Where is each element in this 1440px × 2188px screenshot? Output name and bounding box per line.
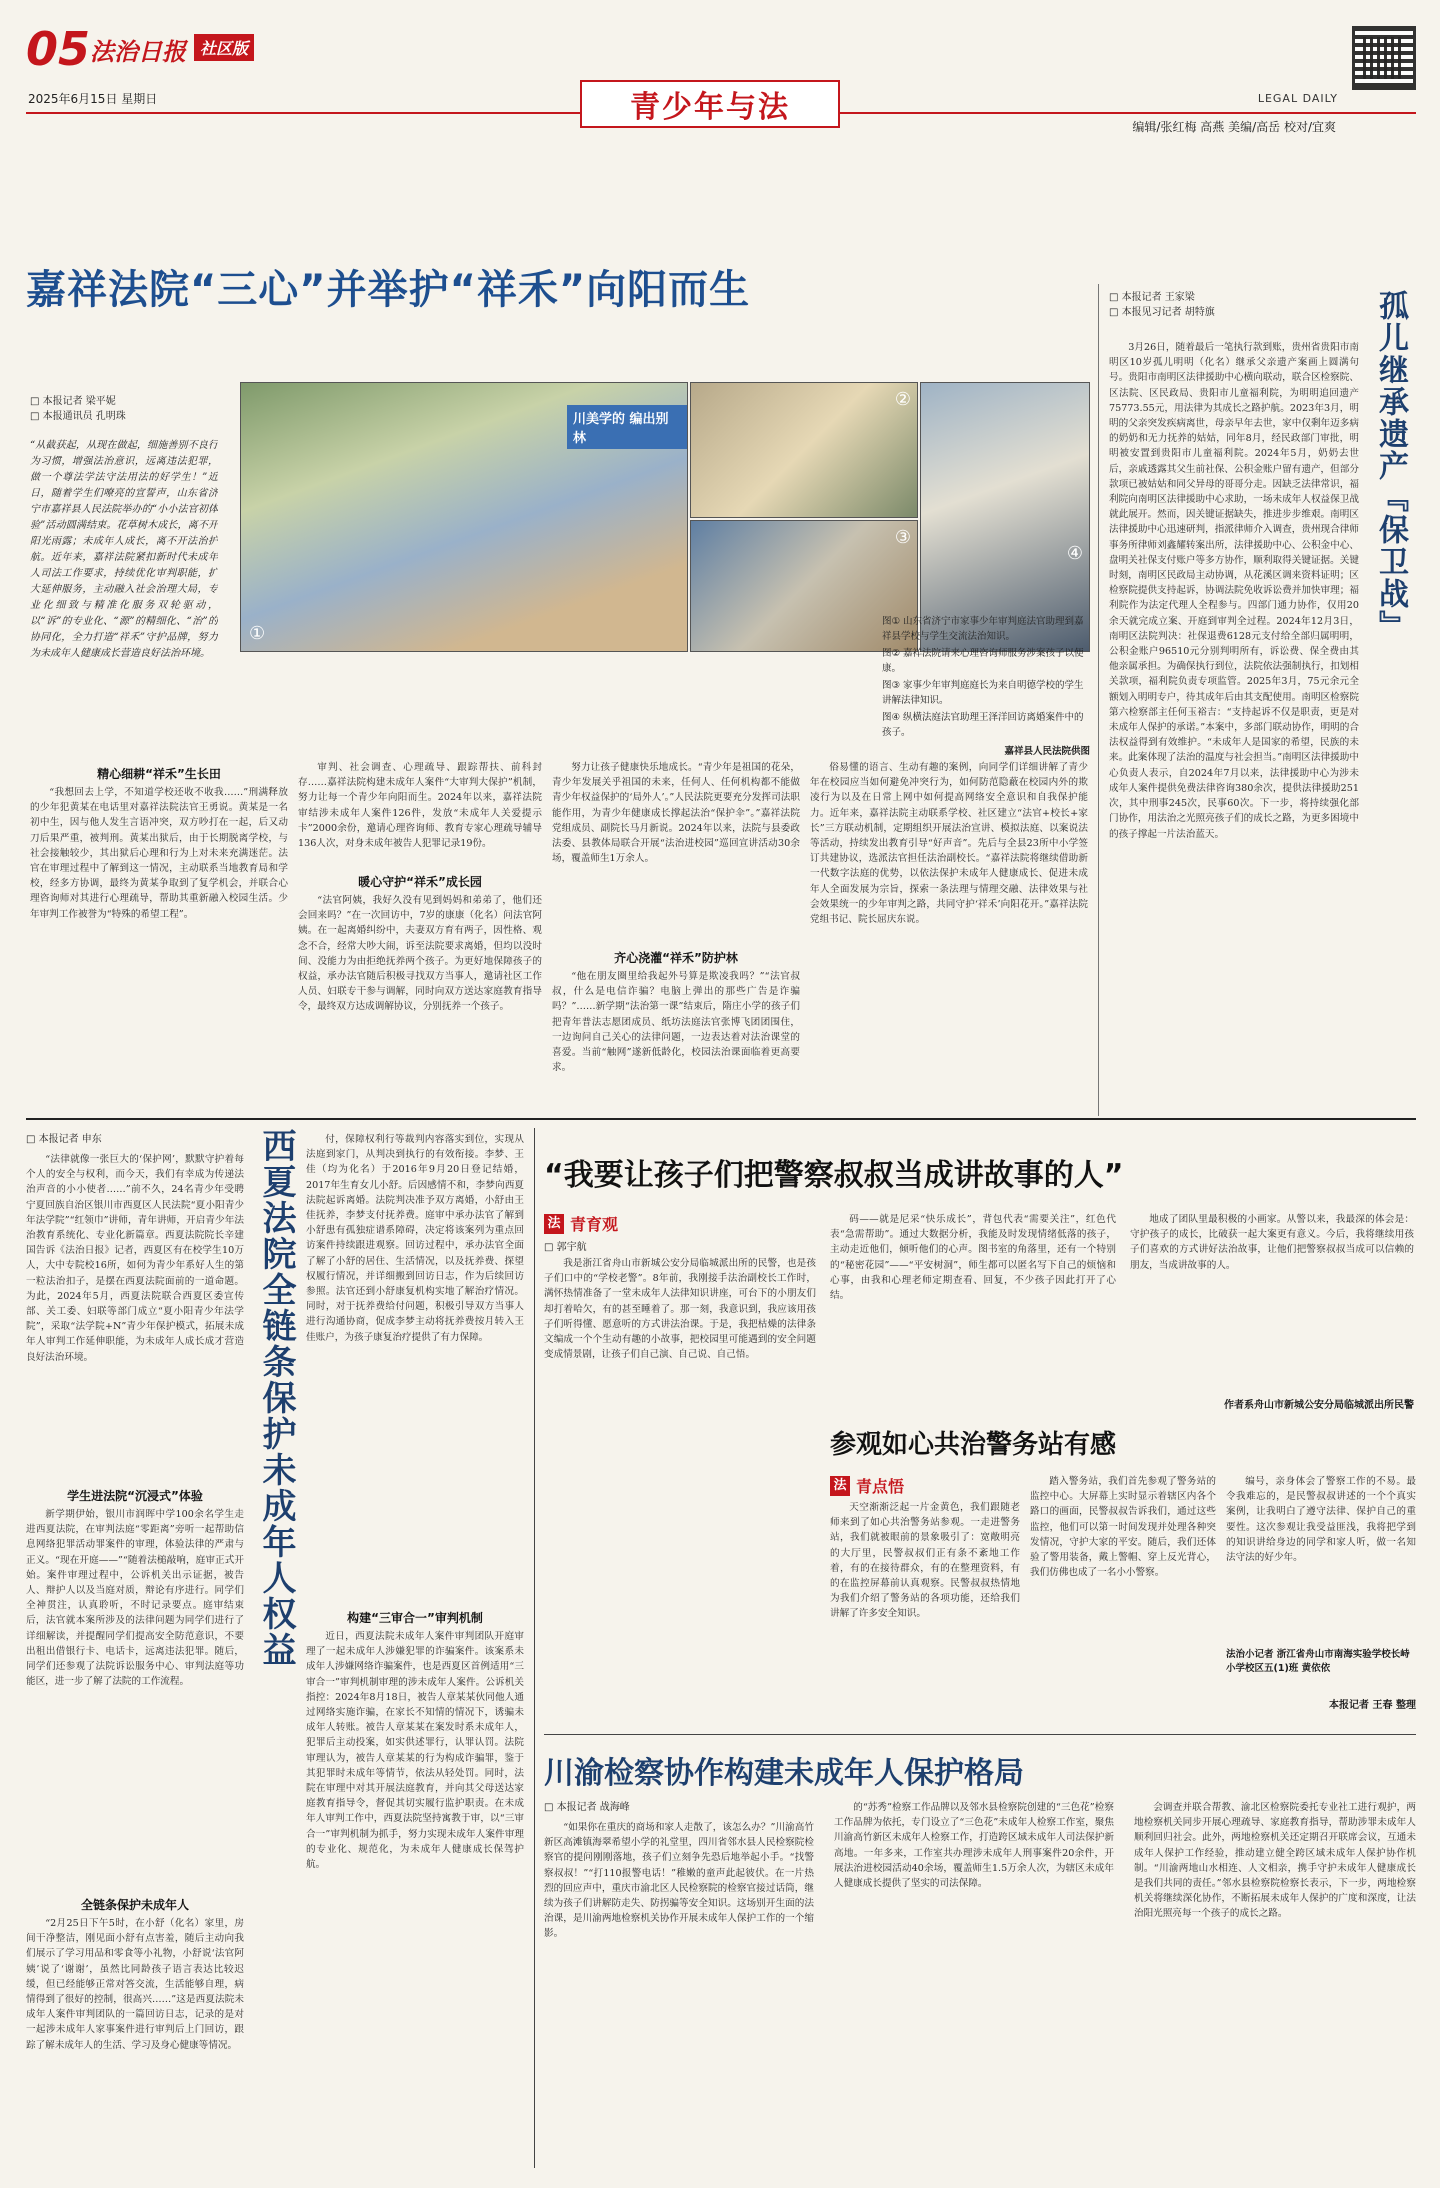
subheading: 全链条保护未成年人 bbox=[80, 1898, 189, 1912]
editor-note: 本报记者 王春 整理 bbox=[1329, 1700, 1416, 1711]
column-1: 精心细耕“祥禾”生长田 “我想回去上学，不知道学校还收不收我……”刑满释放的少年犯黄某在电话里对嘉祥法院法官王勇说。黄某是一名初中生，因与他人发生言语冲突，双方吵打在一起，后又动刀后果严重，被判刑。黄某出狱后，由于长期脱离学校，与社会接触较少，其出狱后心理和行为上对未来充满迷茫。法官在审理过程中了解到这一情况，主动联系当地教育局和学校，经多方协调，最终为黄某争取到了复学机会，并联合心理咨询师对其进行心理疏导，帮助其重新融入校园生活。少年审判工作被誉为“特殊的希望工程”。 bbox=[30, 767, 288, 920]
column-logo: 法 青点悟 bbox=[830, 1474, 904, 1497]
column-logo-icon: 法 bbox=[544, 1214, 564, 1234]
byline: □ 本报记者 战海峰 bbox=[544, 1802, 630, 1813]
column-2: 付，保障权利行等裁判内容落实到位，实现从法庭到家门，从判决到执行的有效衔接。李梦、王佳（均为化名）于2016年9月20日登记结婚，2017年生育女儿小舒。后因感情不和，李梦向西夏法院起诉离婚。法院判决准予双方离婚，小舒由王佳抚养，李梦支付抚养费。庭审中承办法官了解到小舒患有孤独症谱系障碍，决定将该案列为重点回访案件持续跟进观察。回访过程中，承办法官全面了解了小舒的居住、生活情况，以及抚养费、探望权履行情况，并详细搬到回访日志，作为后续回访参照。法官还到小舒康复机构实地了解治疗情况。同时，对于抚养费给付问题，积极引导双方当事人进行沟通协商，促成李梦主动将抚养费按月转入王佳账户，为孩子康复治疗提供了有力保障。 构建“三审合一”审判机制 近日，西夏法院未成年人案件审判团队开庭审理了一起未成年人涉嫌犯罪的诈骗案件。该案系未成年人涉嫌网络诈骗案件，也是西夏区首例适用“三审合一”审判机制审理的涉未成年人案件。公诉机关指控：2024年8月18日，被告人章某某伙同他人通过网络实施诈骗，在家长不知情的情况下，诱骗未成年人转账。被告人章某某在案发时系未成年人，犯罪后主动投案，如实供述罪行，认罪认罚。法院审理认为，被告人章某某的行为构成诈骗罪，鉴于其犯罪时未成年等情节，依法从轻处罚。同时，法院在审理中对其开展法庭教育，并向其父母送达家庭教育指导令，督促其切实履行监护职责。在未成年人审判工作中，西夏法院坚持寓教于审，以“三审合一”审判机制为抓手，努力实现未成年人案件审理的专业化、规范化，为未成年人健康成长保驾护航。 bbox=[306, 1134, 524, 1871]
photo-1 bbox=[240, 382, 688, 652]
author-note: 作者系舟山市新城公安分局临城派出所民警 bbox=[1224, 1400, 1414, 1411]
intro-paragraph: “从截获起，从现在做起，细施善别不良行为习惯，增强法治意识，远离违法犯罪，做一个尊法学法守法用法的好学生！”近日，随着学生们嘹亮的宣誓声，山东省济宁市嘉祥县人民法院举办的“小小法官初体验”活动圆满结束。花草树木成长，离不开阳光雨露；未成年人成长，离不开法治护航。近年来，嘉祥法院紧扣新时代未成年人司法工作要求，持续优化审判职能，扩大延伸服务，主动融入社会治理大局，专业化细致与精准化服务双轮驱动，以“诉”的专业化、“源”的精细化、“治”的协同化，全力打造“祥禾”守护品牌，努力为未成年人健康成长营造良好法治环境。 bbox=[30, 440, 218, 659]
column-3: 编号，亲身体会了警察工作的不易。最令我难忘的，是民警叔叔讲述的一个个真实案例，让我明白了遵守法律、保护自己的重要性。这次参观让我受益匪浅，我将把学到的知识讲给身边的同学和家人听，做一名知法守法的好少年。 bbox=[1226, 1476, 1416, 1564]
subheading: 暖心守护“祥禾”成长园 bbox=[358, 875, 482, 889]
subheading: 学生进法院“沉浸式”体验 bbox=[67, 1489, 203, 1503]
byline: □ 本报记者 申东 bbox=[26, 1134, 102, 1145]
column-1: 天空渐渐泛起一片金黄色，我们跟随老师来到了如心共治警务站参观。一走进警务站，我们就被眼前的景象吸引了：宽敞明亮的大厅里，民警叔叔们正有条不紊地工作着，有的在接待群众，有的在整理资料，有的在监控屏幕前认真观察。民警叔叔热情地为我们介绍了警务站的各项功能，还给我们讲解了许多安全知识。 bbox=[830, 1502, 1020, 1620]
author-note: 法治小记者 浙江省舟山市南海实验学校长峙小学校区五(1)班 黄依依 bbox=[1226, 1649, 1410, 1674]
column-2: 审判、社会调查、心理疏导、跟踪帮扶、前科封存……嘉祥法院构建未成年人案件“大审判大保护”机制，努力让每一个青少年向阳而生。2024年以来，嘉祥法院审结涉未成年人案件126件，发放“未成年人关爱提示卡”2000余份，邀请心理咨询师、教育专家心理疏导辅导136人次，对身未成年被告人犯罪记录19份。 暖心守护“祥禾”成长园 “法官阿姨，我好久没有见到妈妈和弟弟了，他们还会回来吗？”在一次回访中，7岁的康康（化名）问法官阿姨。在一起离婚纠纷中，夫妻双方育有两子，因性格、观念不合，经常大吵大闹，诉至法院要求离婚，但均以没时间、没能力为由拒绝抚养两个孩子。为更好地保障孩子的权益，承办法官随后积极寻找双方当事人，邀请社区工作人员、妇联专干参与调解，同时向双方送达家庭教育指导令，最终双方达成调解协议，分别抚养一个孩子。 bbox=[298, 762, 542, 1013]
issue-date: 2025年6月15日 星期日 bbox=[28, 92, 158, 106]
page-number: 05 bbox=[26, 22, 91, 76]
column-3: 努力让孩子健康快乐地成长。“青少年是祖国的花朵，青少年发展关乎祖国的未来，任何人、任何机构都不能做青少年权益保护的‘局外人’。”人民法院更要充分发挥司法职能作用，为青少年健康成长撑起法治“保护伞”。”嘉祥法院党组成员、副院长马月新说。2024年以来，法院与县委政法委、县教体局联合开展“法治进校园”巡回宣讲活动30余场，覆盖师生1万余人。 齐心浇灌“祥禾”防护林 “他在朋友圈里给我起外号算是欺凌我吗？”“法官叔叔，什么是电信诈骗？电脑上弹出的那些广告是诈骗吗？”……新学期“法治第一课”结束后，隋庄小学的孩子们把青年普法志愿团成员、纸坊法庭法官张博飞团团围住，一边询问自己关心的法律问题，一边表达着对法治课堂的喜爱。当前“触网”遂新低龄化，校园法治课面临着更高要求。 bbox=[552, 762, 800, 1074]
photo-2: ② bbox=[690, 382, 918, 518]
section-divider bbox=[544, 1734, 1416, 1735]
column-logo-icon: 法 bbox=[830, 1476, 850, 1496]
editors-credit: 编辑/张红梅 高燕 美编/高岳 校对/宜爽 bbox=[1132, 120, 1336, 134]
column-1: 我是浙江省舟山市新城公安分局临城派出所的民警，也是孩子们口中的“学校老警”。8年前，我刚接手法治副校长工作时，满怀热情准备了一堂未成年人法律知识讲座，可台下的小朋友们却打着哈欠，有的甚至睡着了。那一刻，我意识到，我应该用孩子们听得懂、愿意听的方式讲法治课。于是，我把枯燥的法律条文编成一个个生动有趣的小故事，把校园里可能遇到的安全问题变成情景剧，让孩子们自己演、自己说、自己悟。 bbox=[544, 1258, 816, 1361]
headline: 嘉祥法院“三心”并举护“祥禾”向阳而生 bbox=[26, 267, 751, 313]
column-1: “如果你在重庆的商场和家人走散了，该怎么办？”川渝高竹新区高滩镇海翠希望小学的礼堂里，四川省邻水县人民检察院检察官的提问刚刚落地，孩子们立刻争先恐后地举起小手。“找警察叔叔！”“打110报警电话！”稚嫩的童声此起彼伏。在一片热烈的回应声中，重庆市渝北区人民检察院的检察官接过话筒，继续为孩子们讲解防走失、防拐骗等安全知识。这场别开生面的法治课，是川渝两地检察机关协作开展未成年人保护工作的一个缩影。 bbox=[544, 1822, 814, 1940]
edition-badge: 社区版 bbox=[194, 34, 254, 61]
legal-daily-label: LEGAL DAILY bbox=[1257, 92, 1338, 105]
article-orphan-inheritance bbox=[1098, 284, 1416, 1116]
byline: □ 本报记者 梁平妮 □ 本报通讯员 孔明珠 bbox=[30, 396, 126, 422]
article-body: 3月26日，随着最后一笔执行款到账，贵州省贵阳市南明区10岁孤儿明明（化名）继承父亲遗产案画上圆满句号。贵阳市南明区法律援助中心横向联动，联合区检察院、区法院、区民政局、贵阳市儿童福利院，为明明追回遗产75773.55元，用法律为其成长之路护航。2023年3月，明明的父亲突发疾病离世，母亲早年去世，家中仅剩年迈多病的奶奶和无力抚养的姑姑，同年8月，经民政部门审批，明明被安置到贵阳市儿童福利院。2024年5月，奶奶去世后，亲戚透露其父生前社保、公积金账户留有遗产，但部分款项已被姑姑和同父异母的哥哥分走。因缺乏法律常识，福利院向南明区法律援助中心求助，一场未成年人权益保卫战就此展开。然而，因关键证据缺失，推进步步维艰。南明区法律援助中心迅速研判，指派律师介入调查，贵州现合律师事务所律师刘鑫耀转案出所，法律援助中心、公积金中心、盘明关社保支付账户等多方协作，顺利取得关键证据。关键时刻，南明区民政局主动协调，从花溪区调来资料证明；区检察院提供支持起诉，协调法院免收诉讼费并加快审理；福利院作为法定代理人全程参与。四部门通力协作，仅用20余天就完成立案、开庭到审判全过程。2024年12月3日，南明区法院判决：社保退费6128元支付给全部归属明明，公积金账户96510元分别判明所有，诉讼费、保全费由其他亲属承担。为确保执行到位，法院依法强制执行，扣划相关款项，福利院负责专项监管。2025年3月，75元余元全额划入明明专户，待其成年后由其支配使用。南明区检察院第六检察部主任何玉裕吉：“支持起诉不仅是职责，更是对未成年人保护的承诺。”本案中，多部门联动协作，明明的合法权益得到有效维护。“未成年人是国家的希望，民族的未来。此案体现了法治的温度与社会担当。”南明区法律援助中心负责人表示，自2024年7月以来，法律援助中心为涉未成年人案件提供免费法律咨询380余次，提供法律援助251次，其中刑事245次，民事60次。下一步，将持续强化部门协作，用法治之光照亮孩子们的成长之路，为更多困境中的孩子撑起一片法治蓝天。 bbox=[1109, 342, 1359, 840]
article-xixia bbox=[26, 1128, 526, 2168]
headline: 川渝检察协作构建未成年人保护格局 bbox=[544, 1756, 1024, 1791]
subheading: 精心细耕“祥禾”生长田 bbox=[97, 767, 221, 781]
column-3: 会调查并联合帮教、渝北区检察院委托专业社工进行观护，两地检察机关同步开展心理疏导、家庭教育指导，帮助涉罪未成年人顺利回归社会。此外，两地检察机关还定期召开联席会议，互通未成年人保护工作经验，推动建立健全跨区域未成年人保护协作机制。“川渝两地山水相连、人文相亲，携手守护未成年人健康成长是我们共同的责任。”邻水县检察院检察长表示，下一步，两地检察机关将继续深化协作，不断拓展未成年人保护的广度和深度，让法治阳光照亮每一个孩子的成长之路。 bbox=[1134, 1802, 1416, 1920]
vertical-headline: 孤儿继承遗产『保卫战』 bbox=[1373, 290, 1408, 642]
article-jiaxiang bbox=[26, 176, 1090, 1116]
column-1: “法律就像一张巨大的‘保护网’，默默守护着每个人的安全与权利，而今天，我们有幸成为传递法治声音的小小使者……”前不久，24名青少年受聘宁夏回族自治区银川市西夏区人民法院“夏小阳青少年法学院”“红领巾”讲师，青年讲师，开启青少年法治教育系统化、专业化新篇章。西夏法院院长辛建国告诉《法治日报》记者，西夏区有在校学生10万人，大中专院校16所，如何为青少年系好人生的第一粒法治扣子，是摆在西夏法院面前的一道命题。为此，2024年5月，西夏法院联合西夏区委宣传部、关工委、妇联等部门成立“夏小阳青少年法学院”，采取“法学院+N”青少年保护模式，拓展未成年人审判工作延伸职能，为未成年人成长成才营造良好法治环境。 学生进法院“沉浸式”体验 新学期伊始，银川市润晖中学100余名学生走进西夏法院，在审判法庭“零距离”旁听一起帮助信息网络犯罪活动罪案件的审理，体验法律的严肃与正义。“现在开庭——”“随着法槌敲响，庭审正式开始。案件审理过程中，公诉机关出示证据，被告人、辩护人以及当庭对质，辩论有序进行。同学们全神贯注，认真聆听，不时记录要点。庭审结束后，法官就本案所涉及的法律问题为同学们进行了详细解读，并提醒同学们提高安全防范意识，不要出租出借银行卡、电话卡，远离违法犯罪。随后，同学们还参观了法院诉讼服务中心、审判法庭等功能区，进一步了解了法院的工作流程。 全链条保护未成年人 “2月25日下午5时，在小舒（化名）家里，房间干净整洁，刚见面小舒有点害羞，随后主动向我们展示了学习用品和零食等小礼物，小舒说‘法官阿姨’说了‘谢谢’，虽然比同龄孩子语言表达比较迟缓，但已经能够正常对答交流，生活能够自理，病情得到了很好的控制，很高兴……”这是西夏法院未成年人案件审判团队的一篇回访日志，记录的是对一起涉未成年人家事案件进行审判后上门回访，跟踪了解未成年人的生活、学习及身心健康等情况。 bbox=[26, 1154, 244, 2051]
article-police-station-visit bbox=[830, 1420, 1416, 1730]
photo-badge: 川美学的 编出别林 bbox=[567, 405, 687, 449]
qr-code-icon bbox=[1352, 26, 1416, 90]
vertical-headline: 西夏法院全链条保护未成年人权益 bbox=[256, 1128, 296, 1668]
headline: 参观如心共治警务站有感 bbox=[830, 1430, 1117, 1460]
headline: “我要让孩子们把警察叔叔当成讲故事的人” bbox=[544, 1158, 1124, 1193]
column-2: 码——就是尼采“快乐成长”，背包代表“需要关注”，红色代表“急需帮助”。通过大数据分析，我能及时发现情绪低落的孩子，主动走近他们，倾听他们的心声。图书室的角落里，还有一个特别的“秘密花园”——“平安树洞”，师生都可以匿名写下自己的烦恼和心事，由我和心理老师定期查看、回复，不少孩子因此打开了心结。 bbox=[830, 1214, 1116, 1302]
byline: □ 郭宇航 bbox=[544, 1242, 587, 1253]
column-2: 的“苏秀”检察工作品牌以及邻水县检察院创建的“三色花”检察工作品牌为依托，专门设立了“三色花”未成年人检察工作室，聚焦川渝高竹新区未成年人检察工作，打造跨区域未成年人司法保护新高地。一年多来，工作室共办理涉未成年人刑事案件20余件，开展法治进校园活动40余场，覆盖师生1.5万余人次，为辖区未成年人健康成长提供了坚实的司法保障。 bbox=[834, 1802, 1114, 1890]
photo-number-1: ① bbox=[249, 623, 266, 644]
subheading: 齐心浇灌“祥禾”防护林 bbox=[614, 951, 738, 965]
column-divider bbox=[534, 1128, 535, 2168]
masthead bbox=[26, 22, 1416, 166]
photo-credit: 嘉祥县人民法院供图 bbox=[1004, 746, 1090, 757]
section-title: 青少年与法 bbox=[630, 90, 790, 125]
column-2: 踏入警务站，我们首先参观了警务站的监控中心。大屏幕上实时显示着辖区内各个路口的画面，民警叔叔告诉我们，通过这些监控，他们可以第一时间发现并处理各种突发情况，守护大家的平安。随后，我们还体验了警用装备，戴上警帽、穿上反光背心，我们仿佛也成了一名小小警察。 bbox=[1030, 1476, 1216, 1579]
photo-3: ③ bbox=[690, 520, 918, 652]
column-4: 俗易懂的语言、生动有趣的案例，向同学们详细讲解了青少年在校园应当如何避免冲突行为，如何防范隐蔽在校园内外的欺凌行为以及在日常上网中如何提高网络安全意识和自我保护能力。近年来，嘉祥法院主动联系学校、社区建立“法官+校长+家长”三方联动机制，定期组织开展法治宣讲、模拟法庭、以案说法等活动，持续发出教育引导“好声音”。先后与全县23所中小学签订共建协议，选派法官担任法治副校长。“嘉祥法院将继续借助新一代数字法庭的优势，以依法保护未成年人健康成长、促进未成年人全面发展为宗旨，探索一条法理与情理交融、法律效果与社会效果统一的少年审判之路，共同守护‘祥禾’向阳花开。”嘉祥法院党组书记、院长屈庆东说。 bbox=[810, 762, 1088, 926]
section-divider bbox=[26, 1118, 1416, 1120]
article-chuanyu bbox=[544, 1740, 1416, 2168]
section-badge bbox=[580, 80, 840, 128]
photo-4: ④ bbox=[920, 382, 1090, 652]
photo-captions: 图① 山东省济宁市家事少年审判庭法官助理到嘉祥县学校与学生交流法治知识。 图② 嘉祥法院请来心理咨询师服务涉案孩子以便康。 图③ 家事少年审判庭庭长为来自明德学校的学生讲解法律知识。 图④ 纵横法庭法官助理王泽洋回访离婚案件中的孩子。 嘉祥县人民法院供图 bbox=[882, 616, 1090, 757]
column-logo: 法 青育观 bbox=[544, 1212, 618, 1235]
paper-name: 法治日报 bbox=[90, 38, 186, 66]
byline: □ 本报记者 王家梁 □ 本报见习记者 胡特旗 bbox=[1109, 292, 1215, 318]
column-3: 地成了团队里最积极的小画家。从警以来，我最深的体会是：守护孩子的成长，比破获一起大案更有意义。今后，我将继续用孩子们喜欢的方式讲好法治故事，让他们把警察叔叔当成可以信赖的朋友，当成讲故事的人。 bbox=[1130, 1214, 1414, 1271]
subheading: 构建“三审合一”审判机制 bbox=[347, 1611, 483, 1625]
